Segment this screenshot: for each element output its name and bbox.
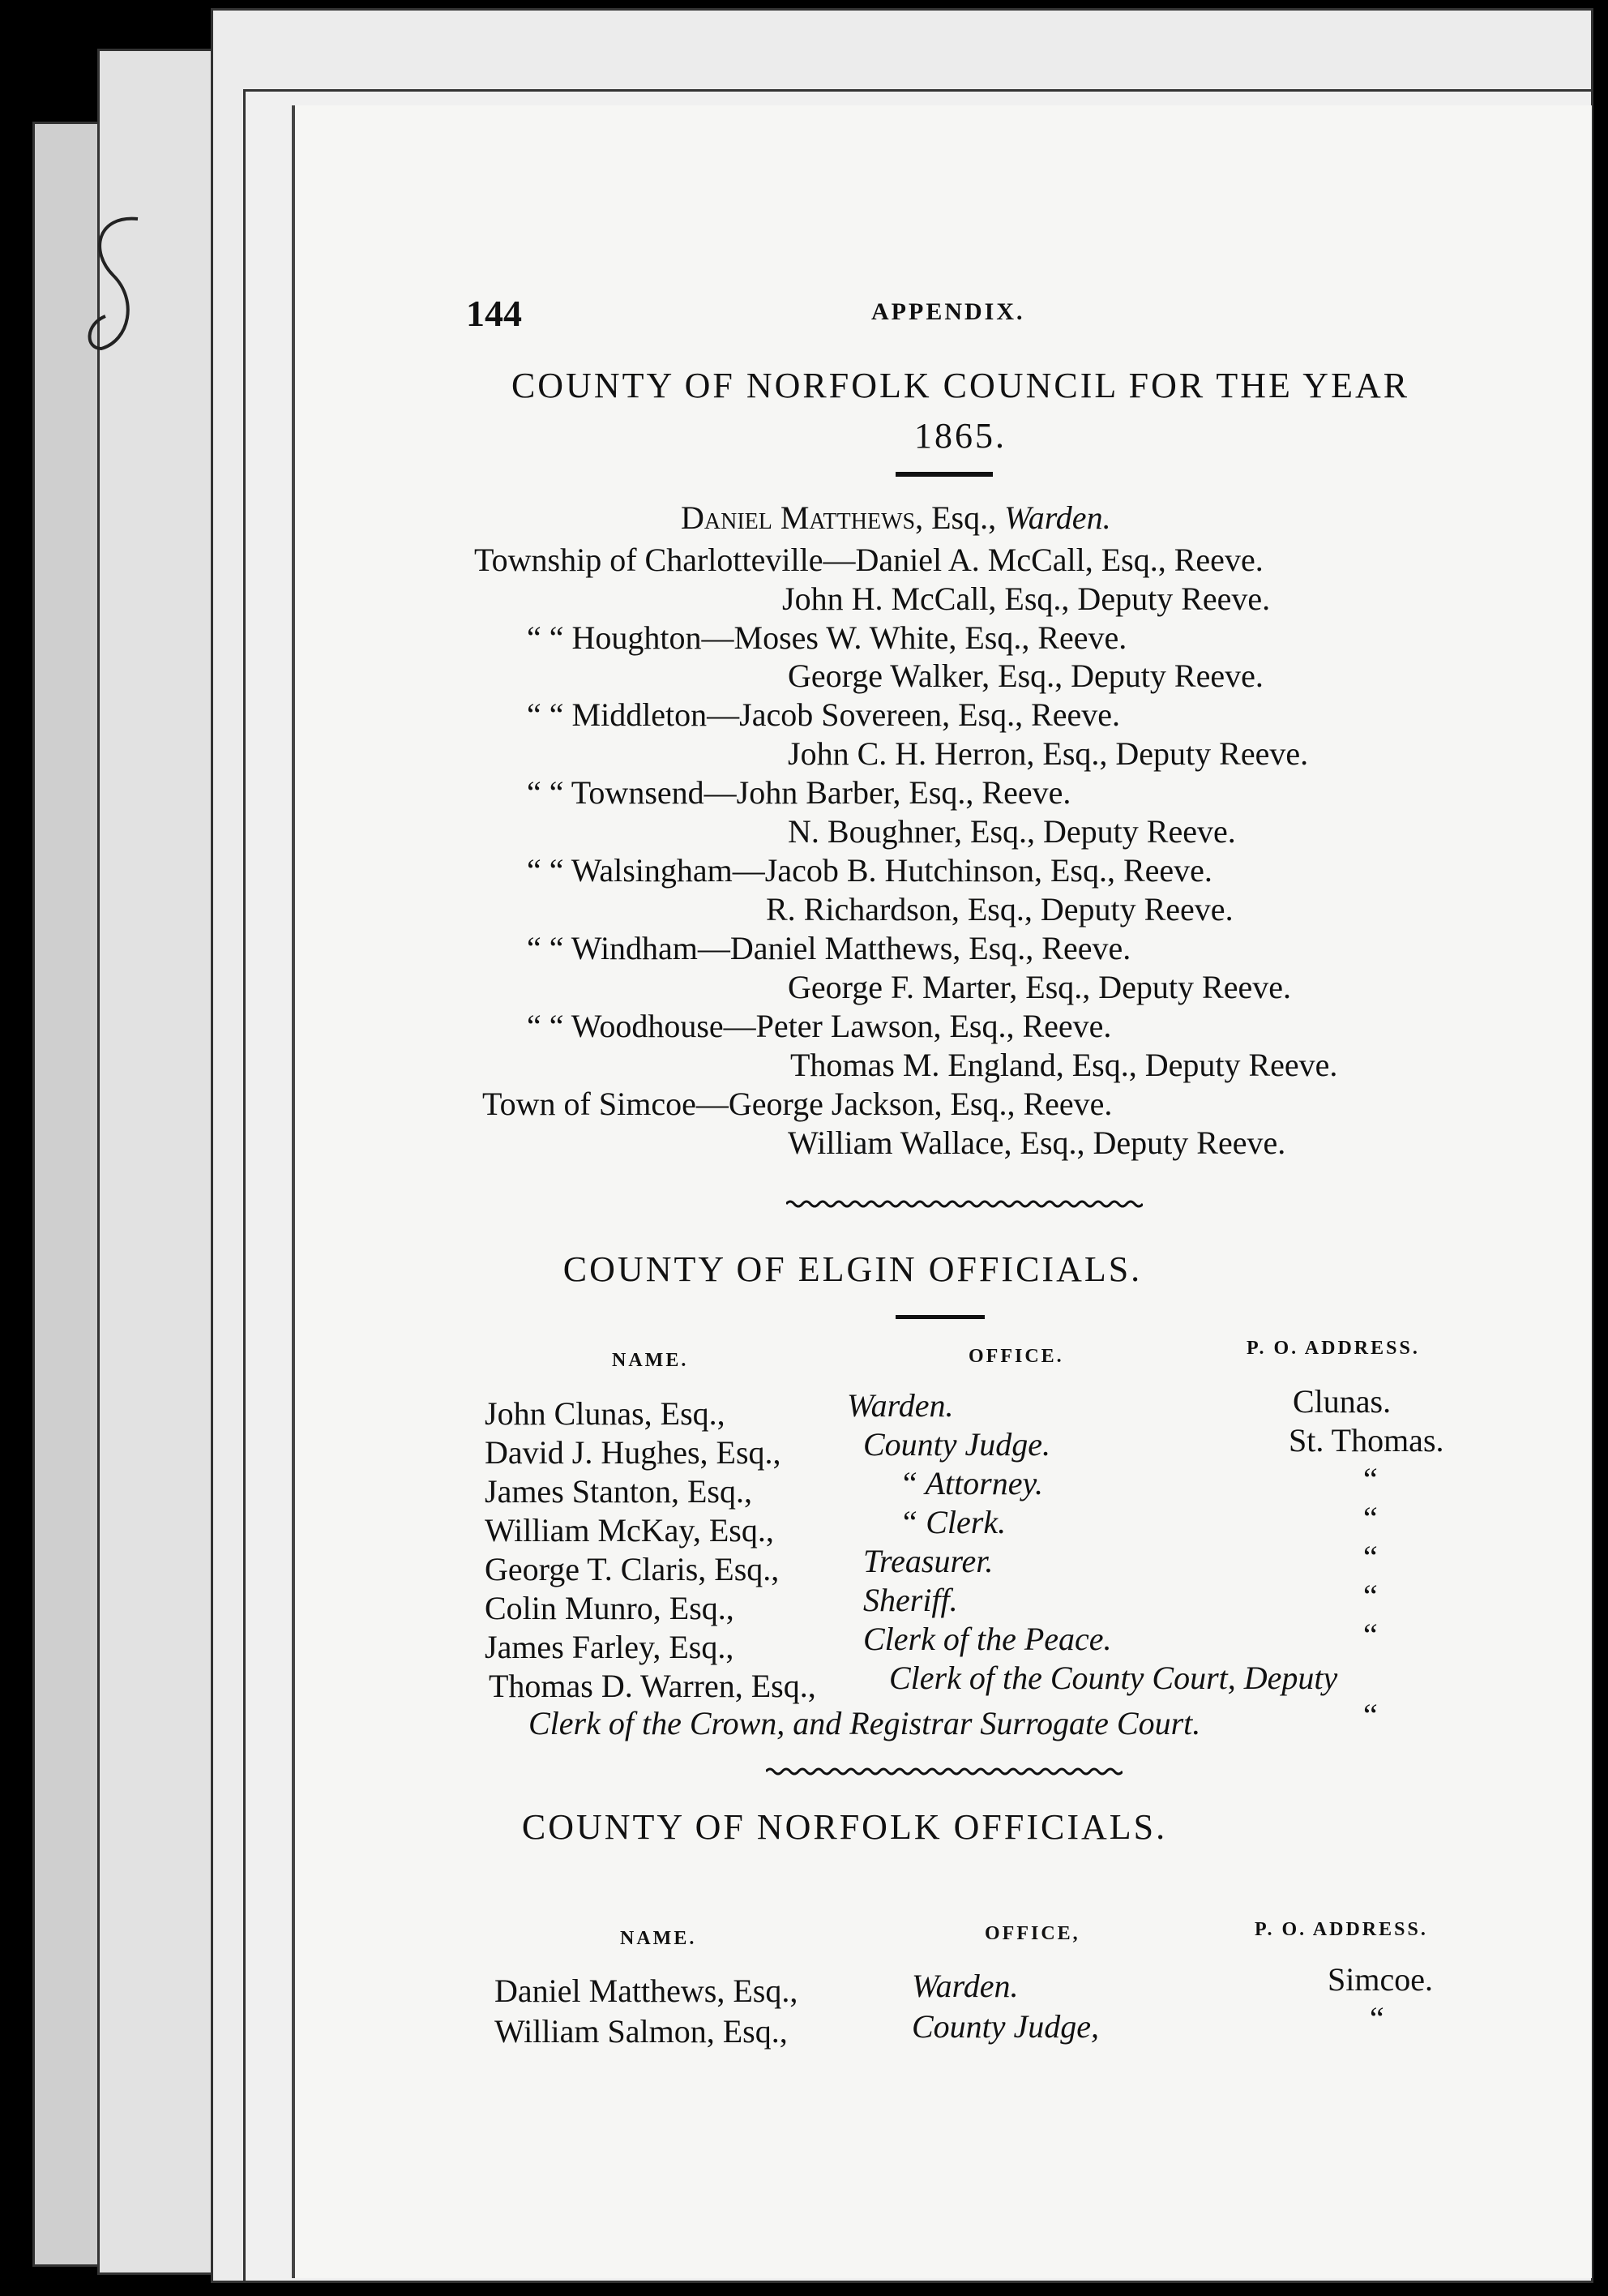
table-row-office: Clerk of the Peace.: [863, 1621, 1112, 1657]
table-row-office: Warden.: [847, 1387, 954, 1424]
table-row-office-cont: Clerk of the Crown, and Registrar Surrogate Court.: [528, 1705, 1201, 1741]
table-row-address: “: [1363, 1539, 1378, 1575]
table-row-name: William McKay, Esq.,: [485, 1512, 774, 1549]
table-row-office: “ Clerk.: [900, 1504, 1007, 1540]
table-row-name: David J. Hughes, Esq.,: [485, 1434, 781, 1471]
table-row-name: Daniel Matthews, Esq.,: [494, 1973, 798, 2009]
table-row-address: “: [1363, 1461, 1378, 1497]
table-row-office: Warden.: [912, 1968, 1019, 2004]
council-line: “ “ Woodhouse—Peter Lawson, Esq., Reeve.: [527, 1008, 1112, 1044]
council-line: “ “ Windham—Daniel Matthews, Esq., Reeve.: [527, 930, 1131, 966]
council-line: R. Richardson, Esq., Deputy Reeve.: [766, 891, 1234, 927]
table-row-office: Clerk of the County Court, Deputy: [889, 1660, 1338, 1696]
norfolk-header-address: P. O. ADDRESS.: [1255, 1919, 1428, 1940]
table-row-name: Colin Munro, Esq.,: [485, 1590, 734, 1626]
elgin-header-address: P. O. ADDRESS.: [1247, 1338, 1420, 1359]
norfolk-header-office: OFFICE,: [985, 1923, 1080, 1944]
title-rule: [896, 472, 993, 477]
council-line: N. Boughner, Esq., Deputy Reeve.: [788, 813, 1236, 850]
council-line: John H. McCall, Esq., Deputy Reeve.: [782, 580, 1271, 617]
council-line: Thomas M. England, Esq., Deputy Reeve.: [790, 1047, 1338, 1083]
running-title: APPENDIX.: [871, 298, 1025, 325]
council-year: 1865.: [914, 416, 1007, 456]
council-line: Town of Simcoe—George Jackson, Esq., Reeve.: [482, 1086, 1113, 1122]
warden-name: Daniel Matthews: [681, 499, 916, 536]
council-line: George F. Marter, Esq., Deputy Reeve.: [788, 969, 1291, 1005]
council-line: John C. H. Herron, Esq., Deputy Reeve.: [788, 735, 1309, 772]
table-row-office: Treasurer.: [863, 1543, 994, 1579]
council-line: “ “ Walsingham—Jacob B. Hutchinson, Esq., Reeve.: [527, 852, 1212, 889]
norfolk-section-title: COUNTY OF NORFOLK OFFICIALS.: [521, 1807, 1168, 1847]
elgin-section-title: COUNTY OF ELGIN OFFICIALS.: [562, 1249, 1143, 1289]
table-row-name: John Clunas, Esq.,: [485, 1395, 725, 1432]
table-row-name: James Farley, Esq.,: [485, 1629, 734, 1665]
council-line: “ “ Townsend—John Barber, Esq., Reeve.: [527, 774, 1071, 811]
table-row-address: Simcoe.: [1328, 1961, 1433, 1998]
warden-line: [681, 499, 1111, 537]
table-row-address: “: [1370, 2000, 1384, 2037]
table-row-office: County Judge,: [912, 2008, 1100, 2045]
council-line: William Wallace, Esq., Deputy Reeve.: [788, 1124, 1286, 1161]
council-title: [466, 361, 1455, 461]
table-row-name: James Stanton, Esq.,: [485, 1473, 752, 1510]
table-row-office: County Judge.: [863, 1426, 1051, 1463]
elgin-header-office: OFFICE.: [969, 1346, 1064, 1367]
table-row-office: Sheriff.: [863, 1582, 958, 1618]
council-title-line: COUNTY OF NORFOLK COUNCIL FOR THE YEAR: [511, 366, 1410, 405]
warden-role: Warden.: [1004, 499, 1111, 536]
table-row-name: George T. Claris, Esq.,: [485, 1551, 780, 1587]
council-line: Township of Charlotteville—Daniel A. McCall, Esq., Reeve.: [474, 542, 1264, 578]
warden-suffix: , Esq.,: [915, 499, 997, 536]
table-row-address: “: [1363, 1500, 1378, 1536]
page-number: 144: [466, 293, 522, 334]
elgin-header-name: NAME.: [612, 1350, 689, 1371]
norfolk-header-name: NAME.: [620, 1928, 697, 1949]
table-row-address: Clunas.: [1293, 1383, 1392, 1420]
table-row-office: “ Attorney.: [900, 1465, 1044, 1501]
table-row-address: “: [1363, 1697, 1378, 1733]
council-line: “ “ Middleton—Jacob Sovereen, Esq., Reeve.: [527, 696, 1121, 733]
council-line: George Walker, Esq., Deputy Reeve.: [788, 658, 1264, 694]
elgin-title-rule: [896, 1315, 985, 1319]
table-row-address: St. Thomas.: [1289, 1422, 1444, 1459]
table-row-name: William Salmon, Esq.,: [494, 2013, 788, 2050]
running-header: [466, 292, 1454, 341]
handwritten-margin-mark: [81, 203, 154, 365]
table-row-name: Thomas D. Warren, Esq.,: [489, 1668, 816, 1704]
wavy-divider: [766, 1766, 1123, 1777]
table-row-address: “: [1363, 1617, 1378, 1653]
council-line: “ “ Houghton—Moses W. White, Esq., Reeve.: [527, 619, 1127, 656]
wavy-divider: [786, 1198, 1143, 1210]
table-row-address: “: [1363, 1578, 1378, 1614]
